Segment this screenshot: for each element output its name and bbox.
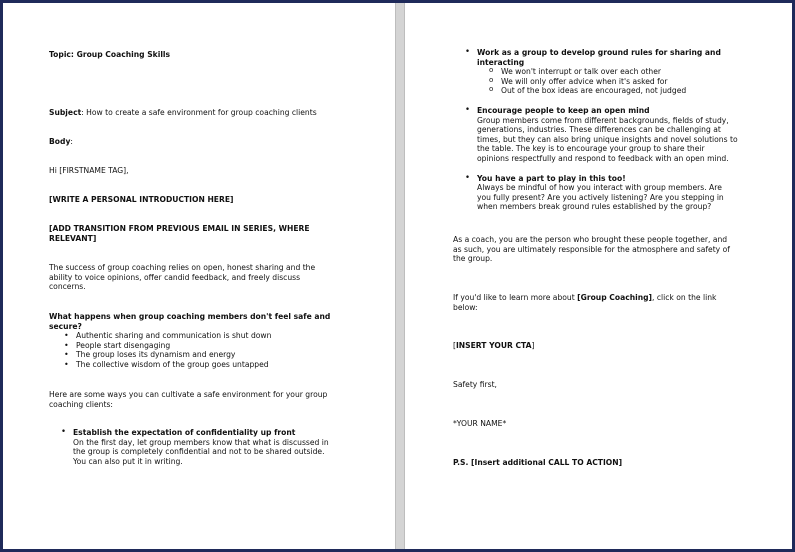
tip-list-right [453, 48, 788, 212]
intro-paragraph [49, 263, 315, 292]
subject-line [49, 108, 317, 118]
tip-line: Always be mindful of how you interact with group members. Are [477, 183, 722, 193]
body-label-line [49, 137, 73, 147]
tip-confidentiality [49, 428, 389, 466]
tip-title: • Establish the expectation of confidentiality up front [73, 428, 296, 437]
topic-line: Topic: Group Coaching Skills [49, 50, 171, 59]
para-line: as such, you are ultimately responsible for the atmosphere and safety of [453, 244, 730, 254]
cta-open: [ [453, 341, 456, 350]
greeting: Hi [FIRSTNAME TAG], [49, 166, 129, 175]
ways-intro [49, 390, 327, 409]
learn-bold: [Group Coaching] [577, 293, 653, 302]
tip-your-part [453, 174, 788, 212]
tip-line: when members break ground rules established by the group? [477, 202, 712, 212]
list-item: o Out of the box ideas are encouraged, not judged [453, 86, 788, 96]
coach-paragraph [453, 235, 730, 264]
unsafe-heading [49, 312, 330, 331]
page-gutter [395, 3, 405, 549]
list-item: • People start disengaging [49, 341, 271, 351]
list-item: • Authentic sharing and communication is shut down [49, 331, 271, 341]
ways-line: coaching clients: [49, 399, 113, 409]
transition-line-2: RELEVANT] [49, 233, 97, 243]
signoff: Safety first, [453, 380, 497, 389]
para-line: the group. [453, 254, 493, 264]
your-name-placeholder: *YOUR NAME* [453, 419, 507, 428]
tip-line: opinions respectfully and respond to feedback with an open mind. [477, 153, 729, 163]
para-line: concerns. [49, 282, 86, 292]
tip-line: You can also put it in writing. [73, 456, 183, 466]
heading-line: secure? [49, 321, 82, 331]
document-viewer [3, 3, 792, 549]
tip-ground-rules [453, 48, 788, 96]
transition-line-1: [ADD TRANSITION FROM PREVIOUS EMAIL IN SERIES, WHERE [49, 224, 310, 233]
cta-close: ] [531, 341, 535, 350]
cta-placeholder [453, 341, 535, 351]
para-line: The success of group coaching relies on open, honest sharing and the [49, 263, 316, 272]
subject-label: Subject [49, 108, 82, 117]
list-item: o We won't interrupt or talk over each other [453, 67, 788, 77]
page-right [405, 3, 792, 549]
body-label: Body [49, 137, 71, 146]
learn-line-2: below: [453, 302, 478, 312]
list-item: • The group loses its dynamism and energy [49, 350, 271, 360]
tip-title: • Encourage people to keep an open mind [477, 105, 650, 115]
transition-placeholder [49, 224, 310, 243]
ps-line: P.S. [Insert additional CALL TO ACTION] [453, 458, 623, 467]
tip-list-left [49, 428, 389, 466]
list-item: • The collective wisdom of the group goes untapped [49, 360, 271, 370]
tip-title: • Work as a group to develop ground rules for sharing and [477, 48, 721, 57]
learn-line-1 [453, 293, 716, 303]
heading-line: What happens when group coaching members don't feel safe and [49, 312, 331, 321]
intro-placeholder: [WRITE A PERSONAL INTRODUCTION HERE] [49, 195, 234, 204]
tip-line: you fully present? Are you actively listening? Are you stepping in [477, 192, 724, 202]
tip-line: the group is completely confidential and not to be shared outside. [73, 447, 325, 457]
tip-line: On the first day, let group members know that what is discussed in [73, 437, 329, 447]
subject-text: : How to create a safe environment for group coaching clients [81, 108, 317, 117]
ground-rules-list [453, 67, 788, 96]
tip-line: generations, industries. These differences can be challenging at [477, 125, 721, 135]
tip-open-mind [453, 106, 788, 164]
para-line: As a coach, you are the person who brought these people together, and [453, 235, 728, 244]
cta-text: INSERT YOUR CTA [455, 341, 532, 350]
body-colon: : [70, 137, 73, 146]
ways-line: Here are some ways you can cultivate a safe environment for your group [49, 390, 328, 399]
para-line: ability to voice opinions, offer candid feedback, and freely discuss [49, 272, 301, 282]
unsafe-list [49, 331, 271, 369]
tip-title: • You have a part to play in this too! [477, 173, 626, 183]
tip-line: the table. The key is to encourage your group to share their [477, 144, 705, 154]
tip-line: times, but they can also bring unique insights and novel solutions to [477, 134, 738, 144]
tip-line: Group members come from different backgrounds, fields of study, [477, 115, 729, 125]
tip-title: interacting [477, 57, 525, 67]
list-item: o We will only offer advice when it's asked for [453, 77, 788, 87]
page-left [3, 3, 395, 549]
learn-more-paragraph [453, 293, 716, 312]
learn-post: , click on the link [652, 293, 717, 302]
learn-pre: If you'd like to learn more about [453, 293, 578, 302]
